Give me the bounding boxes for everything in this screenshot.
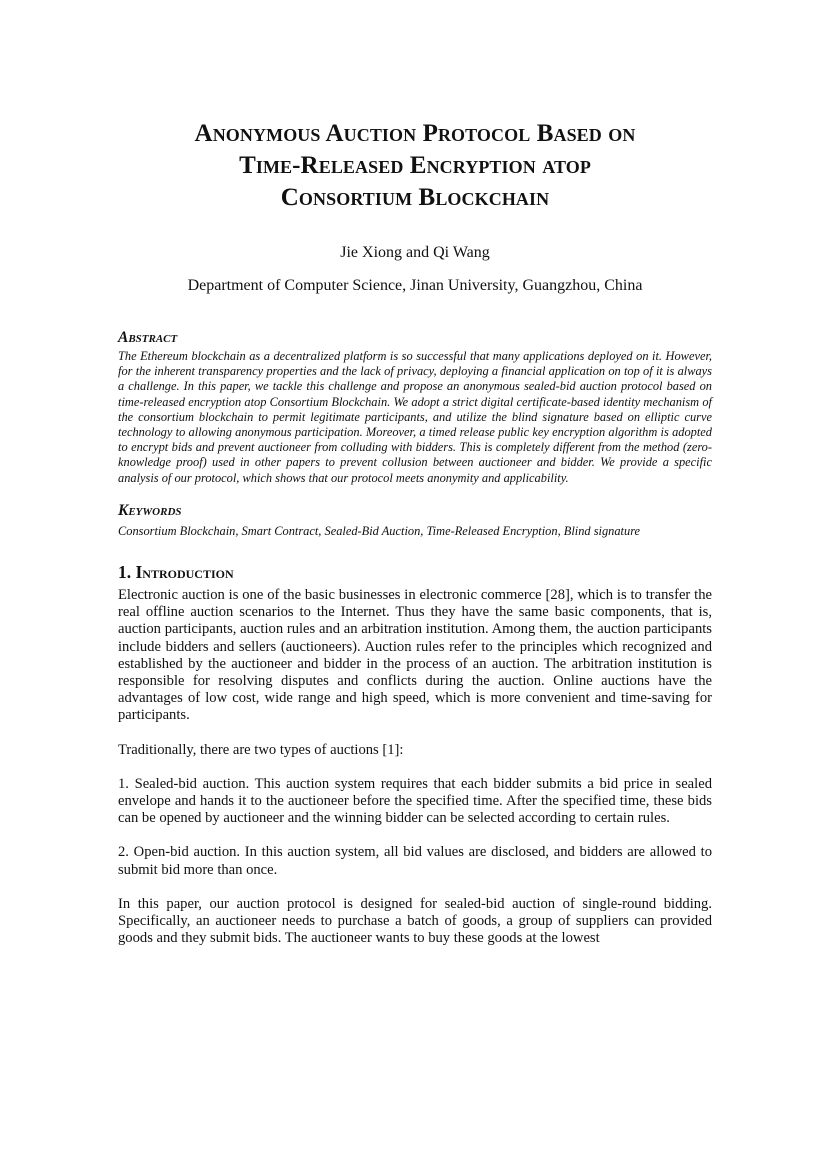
introduction-heading: 1. Introduction: [118, 562, 234, 583]
intro-paragraph: In this paper, our auction protocol is designed for sealed-bid auction of single-round bidding. Specifically, an auctioneer needs to purchase a batch of goods, a group of suppliers can provided goods and they submit bids. The auctioneer wants to buy these goods at the lowest: [118, 895, 712, 947]
authors: Jie Xiong and Qi Wang: [340, 244, 490, 261]
intro-paragraph: Traditionally, there are two types of auctions [1]:: [118, 741, 404, 758]
intro-paragraph: 2. Open-bid auction. In this auction system, all bid values are disclosed, and bidders are allowed to submit bid more than once.: [118, 844, 712, 878]
affiliation: Department of Computer Science, Jinan University, Guangzhou, China: [187, 277, 643, 294]
keywords-text: Consortium Blockchain, Smart Contract, Sealed-Bid Auction, Time-Released Encryption, Blind signature: [118, 523, 641, 538]
title-line: Time-Released Encryption atop: [239, 152, 591, 179]
abstract-heading: Abstract: [118, 329, 178, 346]
abstract-text: The Ethereum blockchain as a decentralized platform is so successful that many applications deployed on it. However, for the inherent transparency properties and the lack of privacy, deploying a financial application on top of it is always a challenge. In this paper, we tackle this challenge and propose an anonymous sealed-bid auction protocol based on time-released encryption atop Consortium Blockchain. We adopt a strict digital certificate-based identity mechanism of the consortium blockchain to permit legitimate participants, and utilize the blind signature based on elliptic curve technology to allowing anonymous participation. Moreover, a timed release public key encryption algorithm is adopted to encrypt bids and prevent auctioneer from colluding with bidders. This is completely different from the method (zero-knowledge proof) used in other papers to prevent collusion between auctioneer and bidder. We provide a specific analysis of our protocol, which shows that our protocol meets anonymity and applicability.: [118, 349, 712, 485]
intro-paragraph: 1. Sealed-bid auction. This auction system requires that each bidder submits a bid price in sealed envelope and hands it to the auctioneer before the specified time. After the specified time, these bids can be opened by auctioneer and the winning bidder can be selected according to certain rules.: [118, 775, 712, 827]
keywords-heading: Keywords: [118, 501, 182, 519]
intro-paragraph: Electronic auction is one of the basic businesses in electronic commerce [28], which is to transfer the real offline auction scenarios to the Internet. Thus they have the same basic components, that is, auction participants, auction rules and an arbitration institution. Among them, the auction participants include bidders and sellers (auctioneers). Auction rules refer to the principles which recognized and established by the auctioneer and bidder in the process of an auction. The arbitration institution is responsible for resolving disputes and conflicts during the auction. Online auctions have the advantages of low cost, wide range and high speed, which is more convenient and time-saving for participants.: [118, 587, 712, 724]
paper-page: [118, 118, 712, 947]
title-line: Consortium Blockchain: [280, 184, 550, 211]
title-line: Anonymous Auction Protocol Based on: [194, 120, 636, 147]
paper-title: [118, 118, 712, 214]
